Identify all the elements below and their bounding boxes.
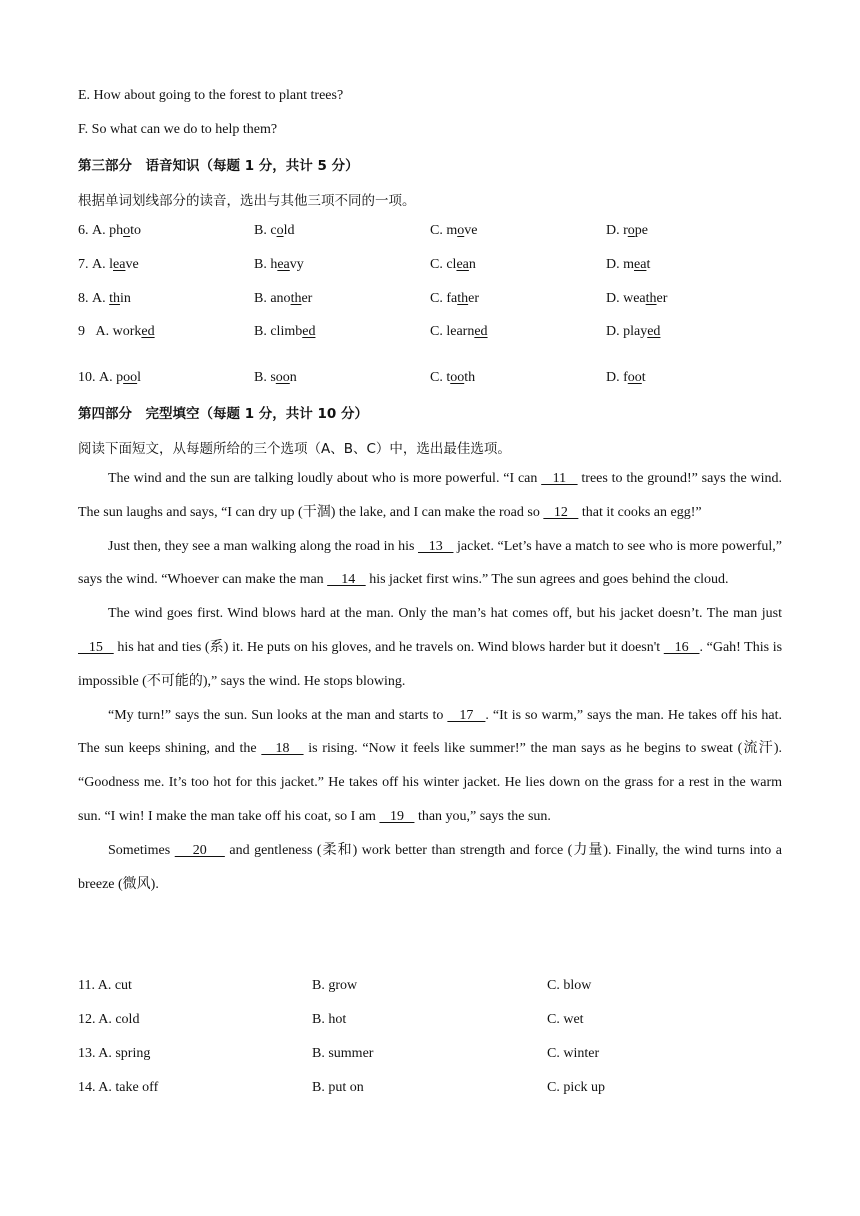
passage-text: his jacket first wins.” The sun agrees and goes behind the cloud. [365,572,729,588]
phonics-option: C. clean [430,257,476,272]
underlined-part: oo [450,370,465,385]
passage-paragraph [78,699,782,834]
passage-text: The wind goes first. Wind blows hard at the man. Only the man’s hat comes off, but his jacket doesn’t. The man just [108,606,782,622]
cloze-blank: 20 [174,842,225,858]
underlined-part: ed [474,324,488,339]
question-number: 7. A. [78,257,110,272]
cloze-blank: 18 [261,741,304,757]
phonics-option: 10. A. pool [78,370,142,385]
underlined-part: ea [634,257,647,272]
phonics-option: C. learned [430,324,488,339]
underlined-part: ed [141,324,155,339]
passage-text: . “Gah! This is impossible (不可能的),” says the wind. He stops blowing. [78,639,783,689]
choice-option-b: B. hot [312,1012,347,1027]
phonics-question [78,257,784,277]
passage-text: that it cooks an egg!” [578,504,702,520]
cloze-blank: 16 [663,639,700,655]
phonics-option: C. move [430,223,478,238]
underlined-part: th [457,291,469,306]
underlined-part: o [627,223,635,238]
choice-option-a: 13. A. spring [78,1046,151,1061]
passage-text: “My turn!” says the sun. Sun looks at the man and starts to [108,707,448,723]
phonics-option: D. meat [606,257,651,272]
cloze-blank: 13 [418,538,454,554]
section3-instruction: 根据单词划线部分的读音，选出与其他三项不同的一项。 [78,193,416,209]
underlined-part: o [457,223,465,238]
option-e: E. How about going to the forest to plant trees? [78,88,344,103]
passage-text: trees to the ground!” says the wind. The sun laughs and says, “I can dry up (干涸) the lake, and I can make the road so [78,471,782,520]
cloze-blank: 12 [543,504,579,520]
phonics-option: C. tooth [430,370,476,385]
choice-option-b: B. put on [312,1080,364,1095]
phonics-question [78,324,784,344]
cloze-blank: 15 [78,639,114,655]
passage-text: . “It is so warm,” says the man. He takes off his hat. The sun keeps shining, and the [78,707,783,757]
cloze-blank: 17 [447,707,486,723]
phonics-question [78,370,784,390]
phonics-option: D. weather [606,291,668,306]
underlined-part: o [123,223,131,238]
underlined-part: ea [113,257,126,272]
underlined-part: oo [627,370,642,385]
underlined-part: th [109,291,121,306]
choice-option-c: C. winter [547,1046,600,1061]
underlined-part: ed [647,324,661,339]
option-f: F. So what can we do to help them? [78,122,278,137]
cloze-blank: 19 [379,808,415,824]
passage-text: than you,” says the sun. [414,808,551,824]
passage-text: his hat and ties (系) it. He puts on his gloves, and he travels on. Wind blows harder but it doesn't [113,639,664,655]
underlined-part: ed [302,324,316,339]
passage-text: Just then, they see a man walking along the road in his [108,538,418,554]
passage-paragraph [78,834,782,902]
choice-row [78,1012,784,1032]
phonics-option: B. another [254,291,313,306]
underlined-part: th [645,291,657,306]
choice-option-c: C. pick up [547,1080,605,1095]
choice-row [78,978,784,998]
passage-text: Sometimes [108,842,175,858]
phonics-option: D. played [606,324,661,339]
phonics-option: B. climbed [254,324,316,339]
underlined-part: o [276,223,284,238]
question-number: 10. A. [78,370,117,385]
phonics-option: 6. A. photo [78,223,142,238]
passage-text: The wind and the sun are talking loudly about who is more powerful. “I can [108,471,542,486]
phonics-option: B. cold [254,223,295,238]
cloze-passage [78,462,782,901]
passage-paragraph [78,462,782,530]
choice-option-a: 11. A. cut [78,978,132,993]
passage-paragraph [78,530,782,598]
passage-text: is rising. “Now it feels like summer!” the man says as he begins to sweat (流汗). “Goodness me. It’s too hot for this jacket.” He takes off his winter jacket. He lies down on the grass for a rest in the warm sun. “I win! I make the man take off his coat, so I am [78,741,783,824]
passage-paragraph [78,597,782,698]
passage-text: and gentleness (柔和) work better than strength and force (力量). Finally, the wind turns into a breeze (微风). [78,842,782,892]
choice-option-c: C. wet [547,1012,584,1027]
phonics-option: B. soon [254,370,297,385]
choice-row [78,1046,784,1066]
choice-option-b: B. grow [312,978,358,993]
phonics-option: D. foot [606,370,646,385]
question-number: 9 A. [78,324,113,339]
phonics-option: 9 A. worked [78,324,155,339]
cloze-blank: 14 [327,572,366,588]
question-number: 8. A. [78,291,110,306]
underlined-part: oo [123,370,138,385]
phonics-option: B. heavy [254,257,304,272]
underlined-part: ea [456,257,469,272]
choice-option-c: C. blow [547,978,592,993]
phonics-option: D. rope [606,223,648,238]
underlined-part: ea [277,257,290,272]
choice-option-a: 12. A. cold [78,1012,140,1027]
underlined-part: oo [275,370,290,385]
underlined-part: th [290,291,302,306]
section4-heading: 第四部分 完型填空（每题 1 分，共计 10 分） [78,406,368,422]
section3-heading: 第三部分 语音知识（每题 1 分，共计 5 分） [78,158,359,174]
cloze-blank: 11 [541,471,578,486]
choice-row [78,1080,784,1100]
passage-text: jacket. “Let’s have a match to see who is more powerful,” says the wind. “Whoever can make the man [78,538,782,588]
section4-instruction: 阅读下面短文，从每题所给的三个选项（A、B、C）中，选出最佳选项。 [78,441,511,457]
phonics-option: C. father [430,291,479,306]
phonics-question [78,223,784,243]
choice-option-b: B. summer [312,1046,374,1061]
phonics-option: 8. A. thin [78,291,131,306]
question-number: 6. A. [78,223,110,238]
choice-option-a: 14. A. take off [78,1080,159,1095]
phonics-question [78,291,784,311]
phonics-option: 7. A. leave [78,257,139,272]
